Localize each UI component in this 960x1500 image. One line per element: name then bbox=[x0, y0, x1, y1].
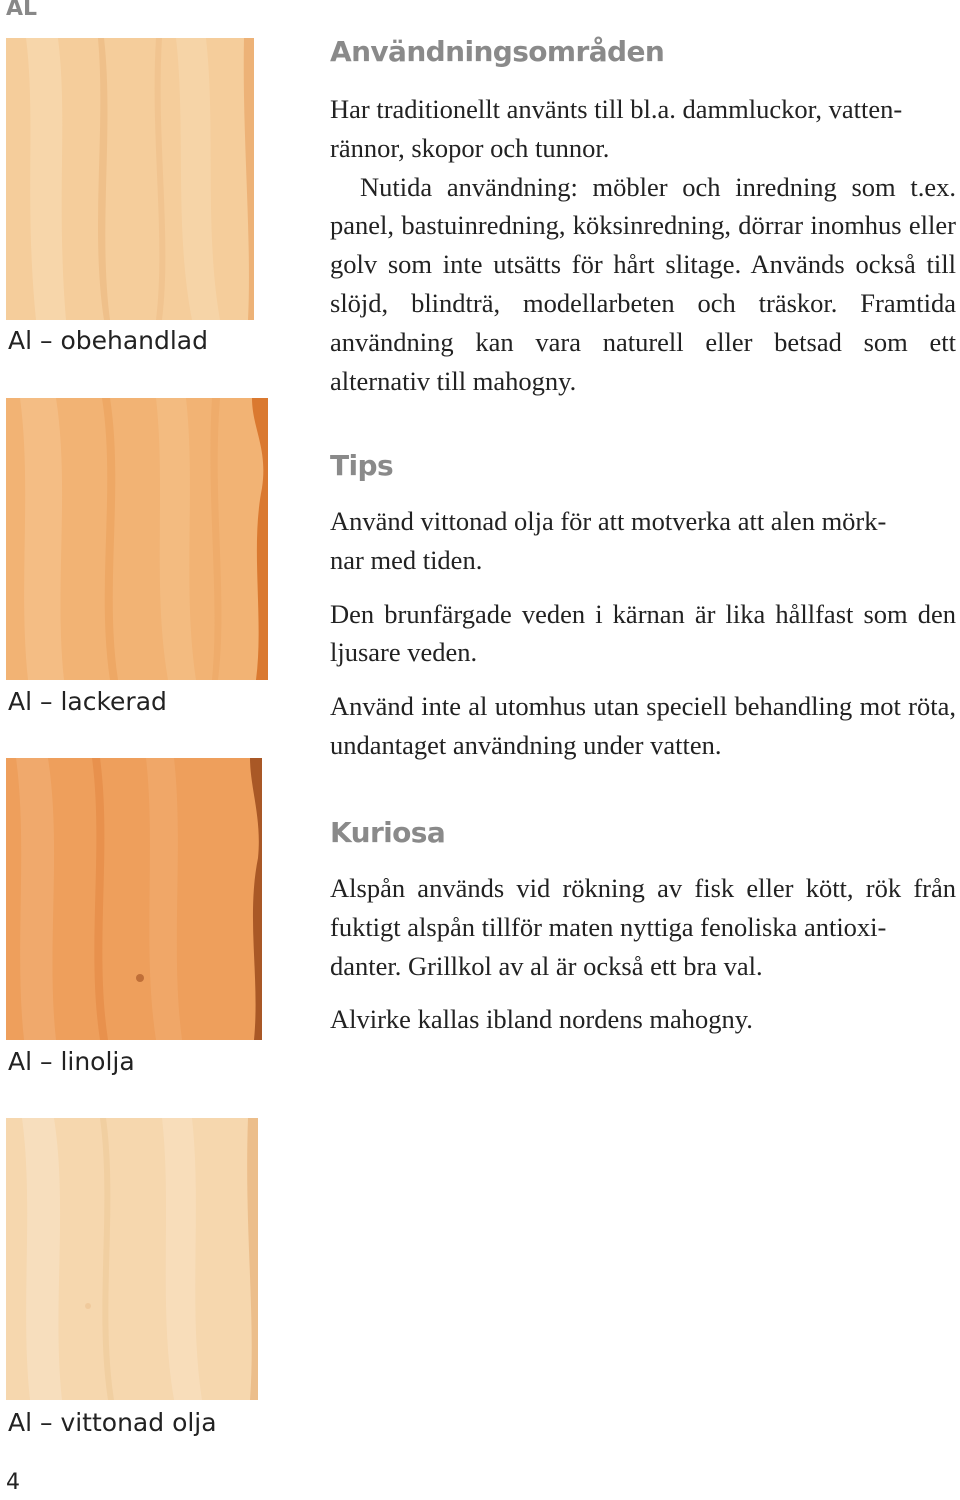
wood-sample-linseed-oil bbox=[6, 758, 262, 1040]
section-tag: AL bbox=[6, 0, 38, 21]
wood-sample-white-tinted-oil-image bbox=[6, 1118, 258, 1400]
curiosa-paragraph-smoking: Alspån används vid rökning av fisk eller kött, rök från fuktigt alspån tillför maten nyttiga fenoliska antioxi- danter. Grillkol av al är också ett bra val. bbox=[330, 873, 956, 981]
caption-lacquered: Al – lackerad bbox=[8, 687, 167, 716]
curiosa-paragraph-mahogany: Alvirke kallas ibland nordens mahogny. bbox=[330, 1004, 753, 1035]
tips-paragraph-outdoor: Använd inte al utomhus utan speciell behandling mot röta, undantaget användning under vatten. bbox=[330, 691, 956, 760]
tips-section bbox=[330, 448, 956, 765]
tips-heading: Tips bbox=[330, 449, 394, 482]
caption-untreated: Al – obehandlad bbox=[8, 326, 208, 355]
wood-sample-untreated bbox=[6, 38, 254, 320]
wood-sample-lacquered-image bbox=[6, 398, 268, 680]
usage-section bbox=[330, 34, 956, 400]
usage-heading: Användningsområden bbox=[330, 35, 665, 68]
page-number: 4 bbox=[6, 1470, 20, 1495]
caption-white-tinted-oil: Al – vittonad olja bbox=[8, 1408, 217, 1437]
usage-paragraph-history: Har traditionellt använts till bl.a. dammluckor, vatten- rännor, skopor och tunnor. bbox=[330, 94, 903, 163]
caption-linseed-oil: Al – linolja bbox=[8, 1047, 135, 1076]
tips-paragraph-heartwood: Den brunfärgade veden i kärnan är lika hållfast som den ljusare veden. bbox=[330, 598, 956, 668]
wood-sample-lacquered bbox=[6, 398, 268, 680]
curiosa-heading: Kuriosa bbox=[330, 816, 446, 849]
wood-sample-white-tinted-oil bbox=[6, 1118, 258, 1400]
curiosa-section bbox=[330, 815, 956, 1039]
usage-paragraph-current: Nutida användning: möbler och inredning som t.ex. panel, bastuinredning, köksinredning, dörrar inomhus eller golv som inte utsätts för hårt slitage. Används också till slöjd, blindträ, modellarbeten och träskor. Framtida användning kan vara naturell eller betsad som ett alternativ till mahogny. bbox=[330, 171, 956, 396]
tips-paragraph-oil: Använd vittonad olja för att motverka att alen mörk- nar med tiden. bbox=[330, 506, 887, 575]
wood-sample-untreated-image bbox=[6, 38, 254, 320]
wood-sample-linseed-oil-image bbox=[6, 758, 262, 1040]
